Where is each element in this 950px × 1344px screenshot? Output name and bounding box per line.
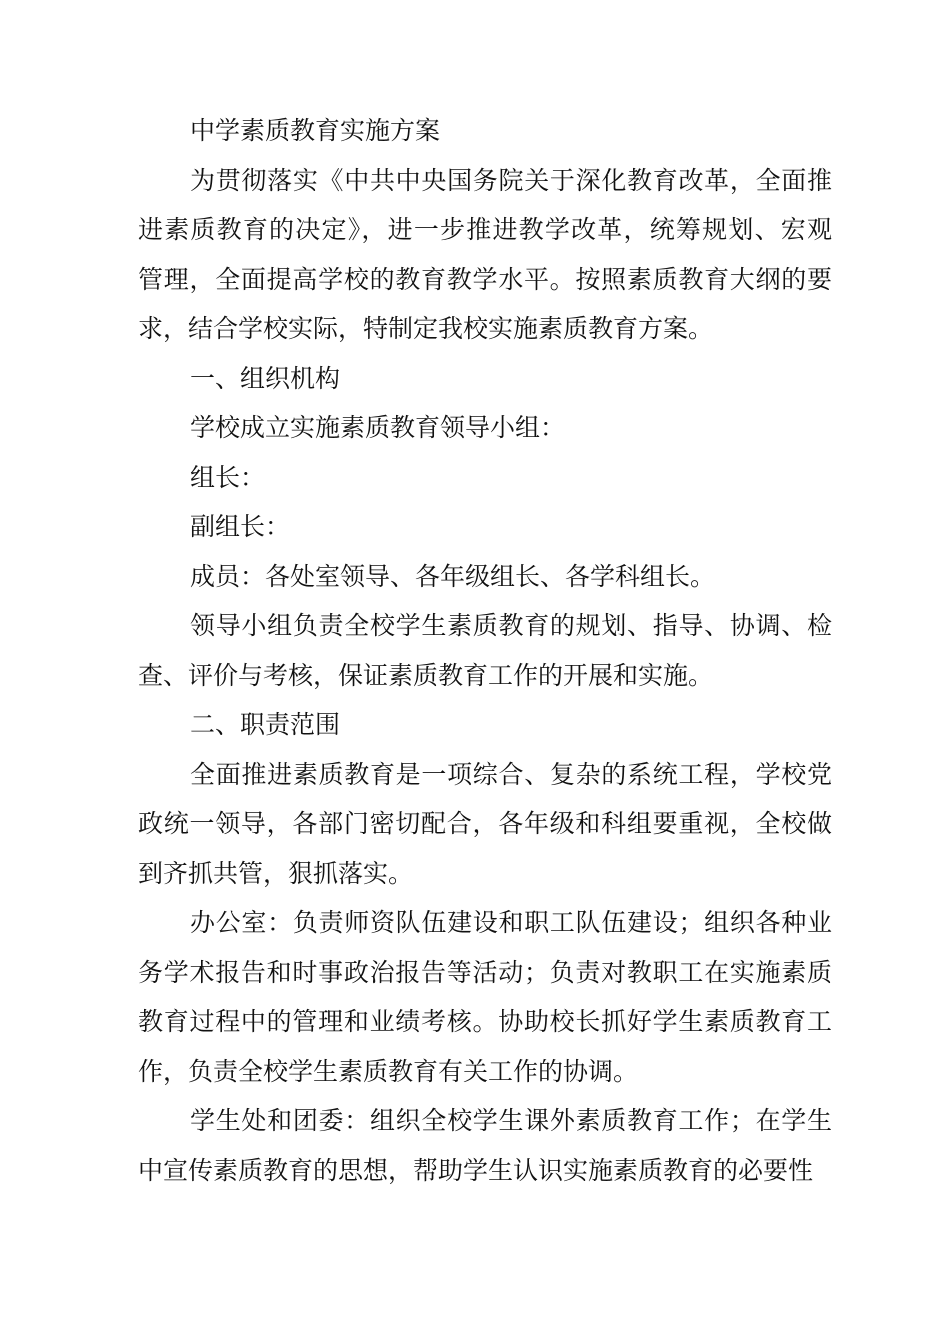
text-line: 中宣传素质教育的思想，帮助学生认识实施素质教育的必要性 bbox=[138, 1155, 814, 1185]
text-line: 求，结合学校实际，特制定我校实施素质教育方案。 bbox=[138, 314, 714, 343]
overall-paragraph bbox=[138, 750, 832, 899]
text-line: 查、评价与考核，保证素质教育工作的开展和实施。 bbox=[138, 660, 714, 690]
group-responsibility-paragraph bbox=[138, 601, 832, 700]
deputy-leader-line bbox=[138, 502, 832, 552]
text-line: 管理，全面提高学校的教育教学水平。按照素质教育大纲的要 bbox=[138, 264, 832, 294]
document-page bbox=[138, 106, 832, 1195]
text-line: 务学术报告和时事政治报告等活动；负责对教职工在实施素质 bbox=[138, 957, 832, 987]
section-heading-responsibilities bbox=[138, 700, 832, 750]
text-line: 领导小组负责全校学生素质教育的规划、指导、协调、检 bbox=[190, 611, 832, 640]
leadership-group-paragraph bbox=[138, 403, 832, 453]
text-line: 进素质教育的决定》，进一步推进教学改革，统筹规划、宏观 bbox=[138, 215, 832, 244]
text-line: 政统一领导，各部门密切配合，各年级和科组要重视，全校做 bbox=[138, 809, 832, 838]
office-paragraph bbox=[138, 898, 832, 1096]
text-line: 作，负责全校学生素质教育有关工作的协调。 bbox=[138, 1056, 639, 1086]
text-line: 二、职责范围 bbox=[190, 710, 341, 739]
student-office-paragraph bbox=[138, 1096, 832, 1195]
text-line: 为贯彻落实《中共中央国务院关于深化教育改革，全面推 bbox=[190, 165, 832, 195]
group-leader-line bbox=[138, 453, 832, 503]
document-title: 中学素质教育实施方案 bbox=[190, 116, 441, 145]
text-line: 组长： bbox=[190, 462, 266, 492]
section-heading-organization bbox=[138, 354, 832, 404]
intro-paragraph bbox=[138, 156, 832, 354]
members-line bbox=[138, 552, 832, 602]
text-line: 学生处和团委：组织全校学生课外素质教育工作；在学生 bbox=[190, 1106, 832, 1135]
text-line: 到齐抓共管，狠抓落实。 bbox=[138, 858, 414, 888]
text-line: 办公室：负责师资队伍建设和职工队伍建设；组织各种业 bbox=[190, 908, 832, 937]
text-line: 副组长： bbox=[190, 512, 291, 541]
text-line: 成员：各处室领导、各年级组长、各学科组长。 bbox=[190, 561, 716, 591]
text-line: 教育过程中的管理和业绩考核。协助校长抓好学生素质教育工 bbox=[138, 1007, 832, 1036]
text-line: 一、组织机构 bbox=[190, 363, 341, 393]
text-line: 全面推进素质教育是一项综合、复杂的系统工程，学校党 bbox=[190, 759, 832, 789]
text-line: 学校成立实施素质教育领导小组： bbox=[190, 413, 566, 442]
document-body bbox=[138, 156, 832, 1196]
